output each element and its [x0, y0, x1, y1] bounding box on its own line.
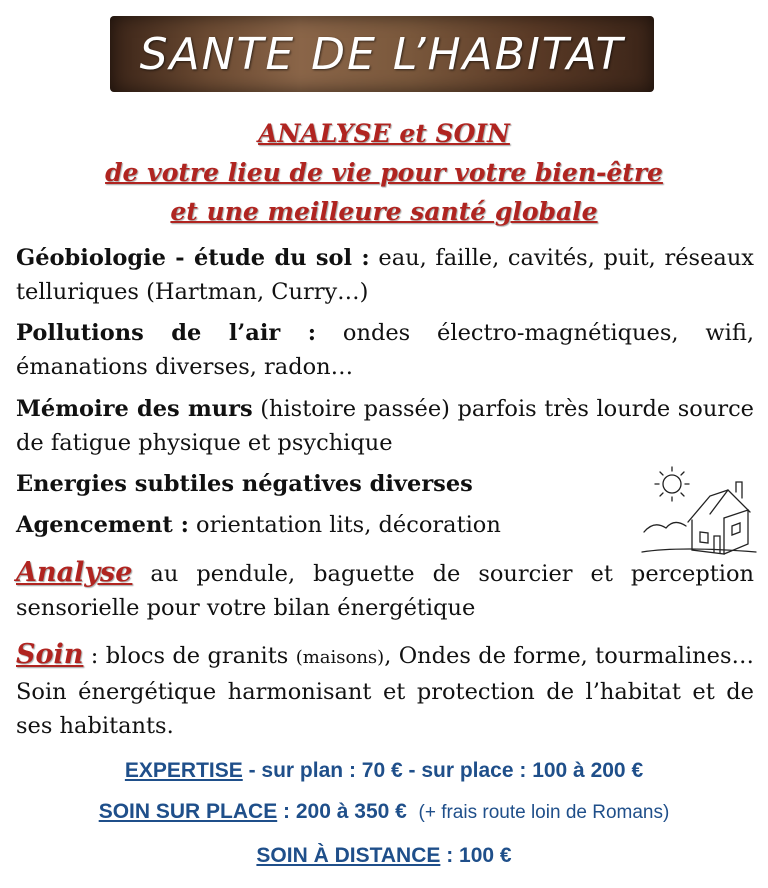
paragraph-soin: [16, 638, 754, 743]
energies-label: Energies subtiles négatives diverses: [16, 471, 473, 497]
paragraph-geobiologie: [16, 241, 754, 309]
paragraph-pollutions: [16, 316, 754, 384]
analyse-text: au pendule, baguette de sourcier et perception sensorielle pour votre bilan énergétique: [16, 561, 754, 621]
memoire-text: (histoire passée) parfois très lourde source de fatigue physique et psychique: [16, 396, 754, 456]
expertise-sep-1: -: [242, 759, 262, 782]
agencement-text: orientation lits, décoration: [188, 512, 501, 538]
banner-title: SANTE DE L’HABITAT: [139, 28, 625, 80]
expertise-sep-2: -: [402, 759, 422, 782]
house-sun-icon: [640, 462, 758, 558]
soin-distance-label: SOIN À DISTANCE: [256, 844, 441, 867]
soin-text-2: , Ondes de forme, tourmalines… Soin énergétique harmonisant et protection de l’habitat et de ses habitants.: [16, 643, 755, 739]
paragraph-memoire: [16, 392, 754, 460]
expertise-place: sur place : 100 à 200 €: [421, 759, 644, 782]
price-soin-a-distance: [0, 844, 768, 868]
soin-place-label: SOIN SUR PLACE: [98, 800, 278, 823]
paragraph-analyse: [16, 556, 754, 625]
pollutions-label: Pollutions de l’air :: [16, 320, 317, 346]
subtitle-line-1: ANALYSE et SOIN: [258, 119, 510, 148]
soin-place-value: : 200 à 350 €: [277, 800, 407, 823]
title-banner: [110, 16, 654, 92]
subtitle-line-2: de votre lieu de vie pour votre bien-être: [105, 158, 663, 187]
geobiologie-label: Géobiologie - étude du sol :: [16, 245, 370, 271]
agencement-label: Agencement :: [16, 512, 189, 538]
paragraph-agencement: [16, 508, 636, 542]
expertise-label: EXPERTISE: [124, 759, 243, 782]
soin-place-note: (+ frais route loin de Romans): [418, 802, 670, 823]
soin-text-small: (maisons): [295, 647, 385, 668]
price-expertise: [0, 759, 768, 783]
memoire-label: Mémoire des murs: [16, 396, 253, 422]
soin-distance-value: : 100 €: [440, 844, 512, 867]
analyse-label: Analyse: [16, 557, 133, 588]
pollutions-text: ondes électro-magnétiques, wifi, émanations diverses, radon…: [16, 320, 755, 380]
geobiologie-text: eau, faille, cavités, puit, réseaux telluriques (Hartman, Curry…): [16, 245, 754, 305]
subtitle: [0, 114, 768, 231]
expertise-plan: sur plan : 70 €: [261, 759, 403, 782]
subtitle-line-3: et une meilleure santé globale: [170, 197, 598, 226]
soin-text-1: : blocs de granits: [83, 643, 296, 669]
soin-label: Soin: [16, 639, 84, 670]
price-soin-sur-place: [0, 800, 768, 824]
